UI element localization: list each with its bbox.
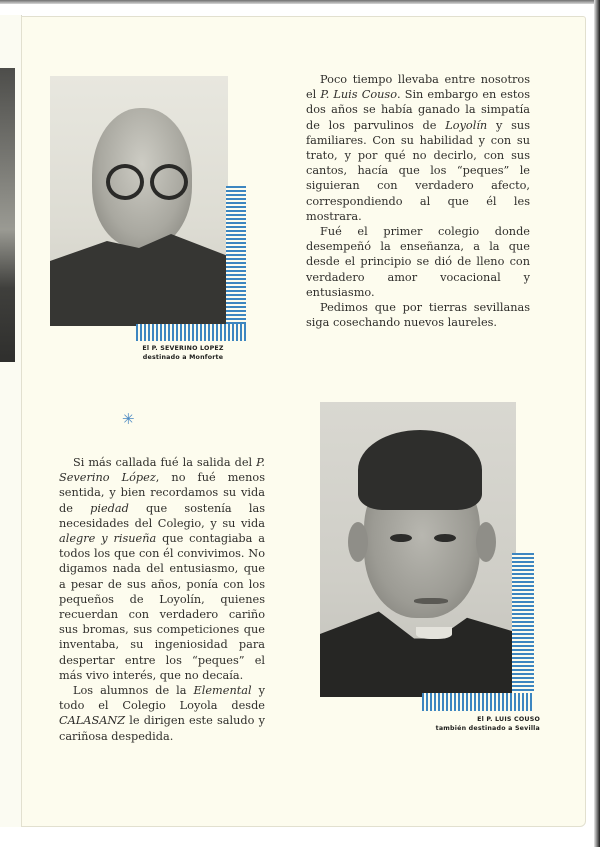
body-text: , no fué menos sentida, y bien recordamos su vida de xyxy=(59,471,265,515)
article-paragraph xyxy=(306,224,530,300)
decorative-stripes-horizontal xyxy=(136,324,246,341)
photo-severino-lopez xyxy=(50,76,228,326)
portrait-eye-left xyxy=(390,534,412,542)
portrait-hair xyxy=(358,430,482,510)
body-text: Fué el primer colegio donde desempeñó la enseñanza, a la que desde el principio se dió de lleno con verdadero amor vocacional y entusiasmo. xyxy=(306,225,530,299)
body-text: Pedimos que por tierras sevillanas siga cosechando nuevos laureles. xyxy=(306,301,530,330)
portrait-ear-right xyxy=(476,522,496,562)
body-text: que sostenía las necesidades del Colegio, y su vida xyxy=(59,501,265,530)
decorative-stripes-horizontal xyxy=(422,693,534,711)
decorative-stripes-vertical xyxy=(226,186,246,324)
article-paragraph xyxy=(306,300,530,330)
body-text: Los alumnos de la xyxy=(73,684,194,698)
caption-title: El P. SEVERINO LOPEZ xyxy=(142,345,224,352)
article-paragraph xyxy=(306,72,530,224)
scan-top-edge xyxy=(0,0,600,4)
caption-severino-lopez xyxy=(128,344,238,362)
italic-text: CALASANZ xyxy=(59,714,126,728)
portrait-cassock xyxy=(320,607,516,697)
body-text: y todo el Colegio Loyola desde xyxy=(59,684,265,713)
portrait-collar xyxy=(416,627,452,639)
decorative-stripes-vertical xyxy=(512,553,534,693)
italic-text: piedad xyxy=(90,501,129,515)
photo-luis-couso xyxy=(320,402,516,697)
caption-luis-couso xyxy=(420,715,540,733)
caption-title: El P. LUIS COUSO xyxy=(477,716,540,723)
italic-text: P. Severino López xyxy=(59,456,265,485)
body-text: . Sin embargo en estos dos años se había ganado la simpatía de los parvulinos de xyxy=(306,88,531,132)
previous-page-photo-fragment xyxy=(0,68,15,362)
portrait-eye-right xyxy=(434,534,456,542)
body-text: Si más callada fué la salida del xyxy=(73,456,257,469)
italic-text: Elemental xyxy=(193,684,252,698)
article-paragraph xyxy=(59,683,265,744)
italic-text: P. Luis Couso xyxy=(320,88,398,102)
article-severino-lopez xyxy=(59,455,265,744)
caption-subtitle: destinado a Monforte xyxy=(142,354,224,361)
portrait-mouth xyxy=(414,598,448,604)
body-text: y sus familiares. Con su habilidad y con su trato, y por qué no decirlo, con sus cantos, hacía que los “peques” le siguieran con verdadero afecto, correspondiendo al que él les mostrara. xyxy=(306,118,530,223)
body-text: que contagiaba a todos los que con él convivimos. No digamos nada del entusiasmo, que a pesar de sus años, ponía con los pequeños de Loyolín, quienes recuerdan con verdadero cariño sus bromas, sus competiciones que inventaba, su ingeniosidad para despertar entre los “peques” el más vivo interés, que no decaía. xyxy=(59,532,265,682)
glasses-right-lens xyxy=(150,164,188,200)
body-text: Poco tiempo llevaba entre nosotros el xyxy=(306,73,530,102)
caption-subtitle: también destinado a Sevilla xyxy=(435,725,540,732)
article-paragraph xyxy=(59,455,265,683)
glasses-left-lens xyxy=(106,164,144,200)
portrait-ear-left xyxy=(348,522,368,562)
asterisk-star-icon: ✳ xyxy=(122,410,135,428)
italic-text: alegre y risueña xyxy=(59,532,157,546)
scan-right-edge xyxy=(594,0,600,847)
italic-text: Loyolín xyxy=(445,118,488,132)
body-text: le dirigen este saludo y cariñosa despedida. xyxy=(59,714,265,743)
article-luis-couso xyxy=(306,72,530,330)
